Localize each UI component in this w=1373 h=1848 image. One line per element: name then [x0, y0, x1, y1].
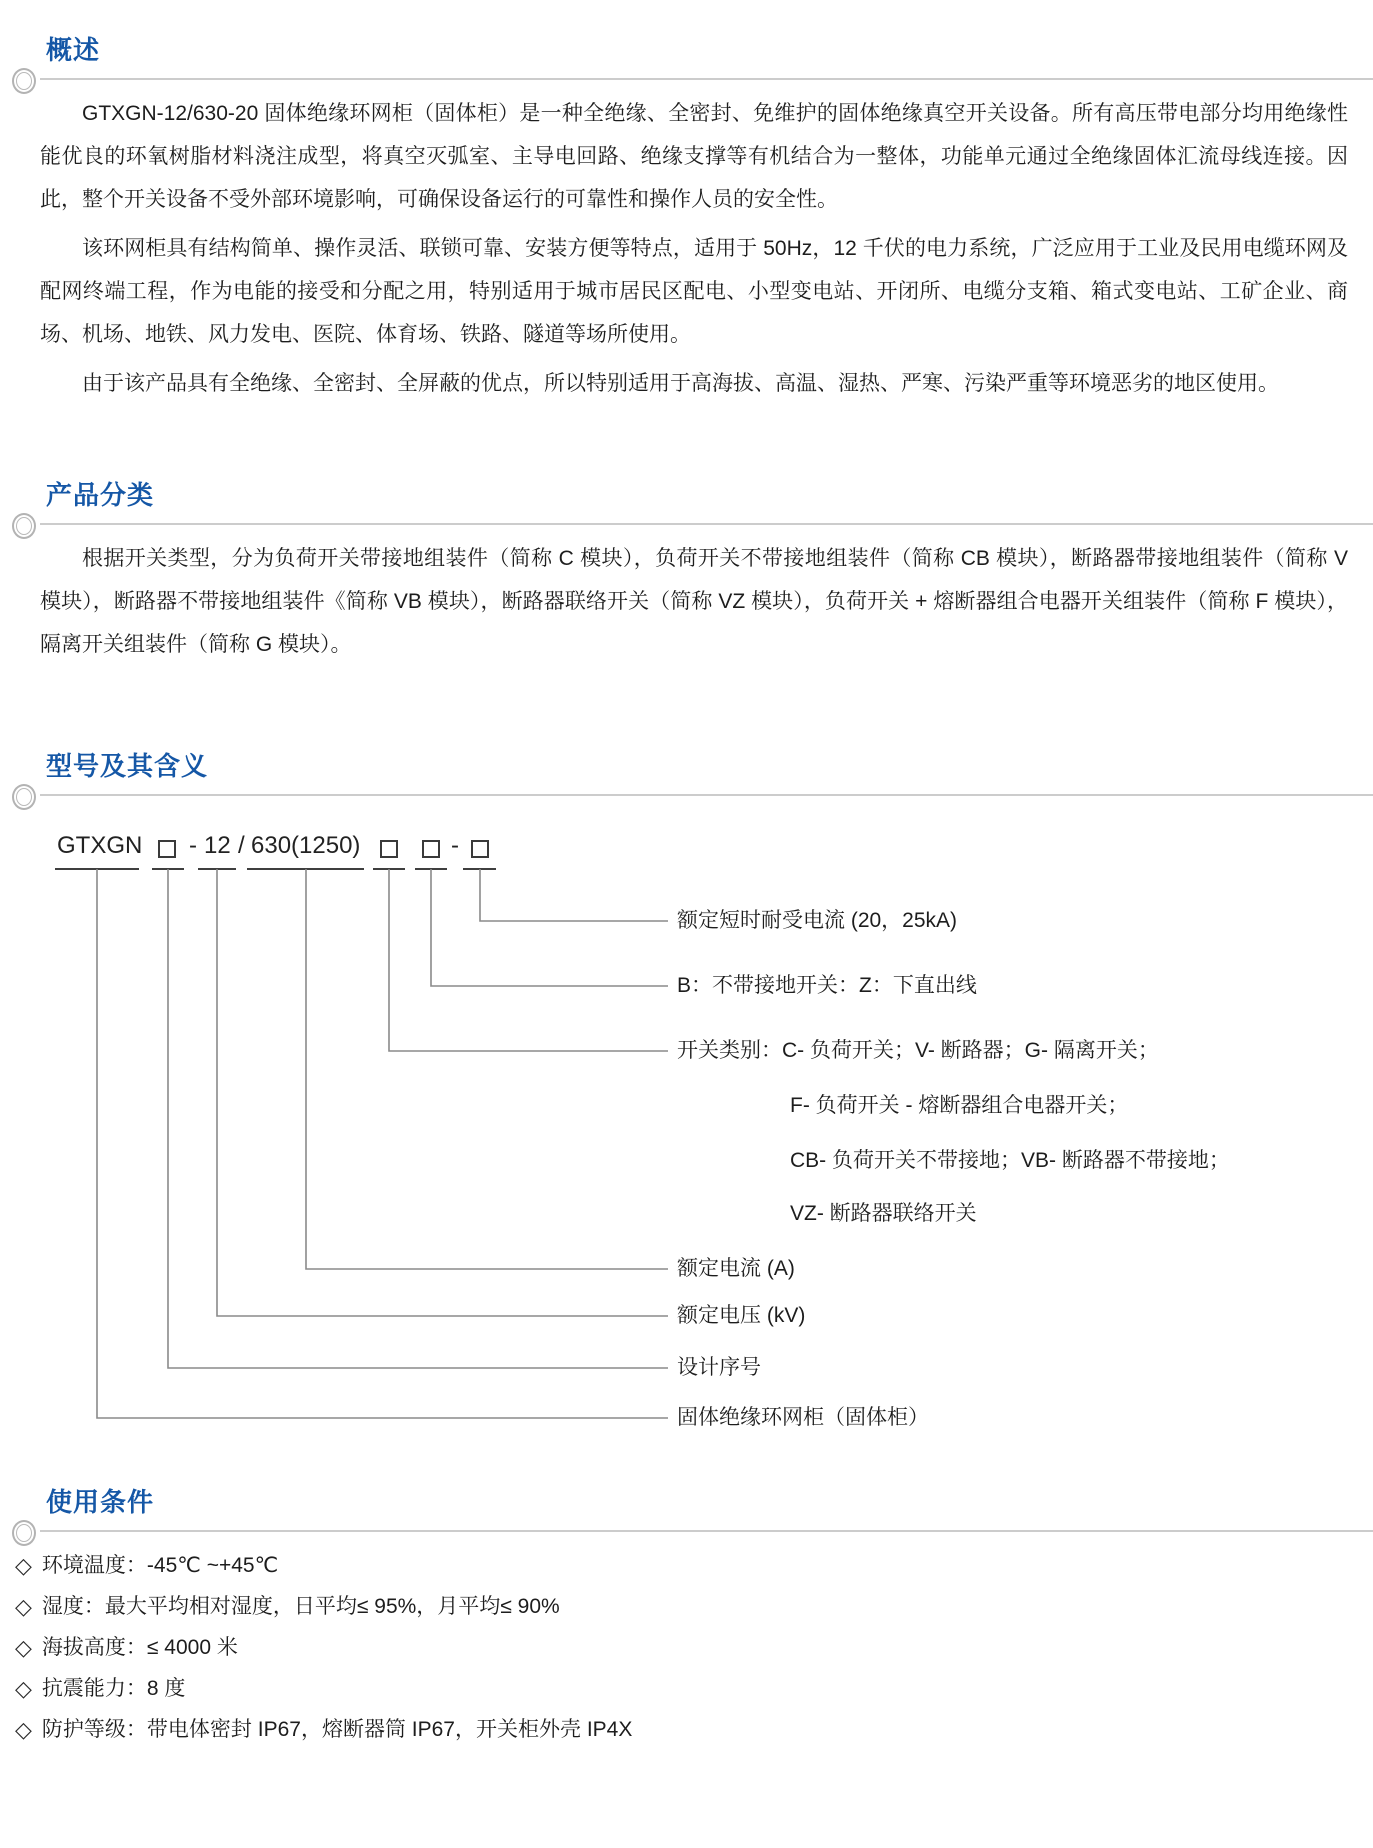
model-code-slash: /	[238, 832, 245, 859]
classification-paragraph: 根据开关类型，分为负荷开关带接地组装件（简称 C 模块），负荷开关不带接地组装件（简称 CB 模块），断路器带接地组装件（简称 V 模块），断路器不带接地组装件《简称 VB 模块），断路器联络开关（简称 VZ 模块），负荷开关 + 熔断器组合电器开关组装件（简称 F 模块），隔离开关组装件（简称 G 模块）。	[40, 547, 1348, 656]
section-header-classification	[0, 475, 1373, 525]
section-header-model	[0, 746, 1373, 796]
model-code-dash: -	[189, 832, 197, 859]
section-divider	[40, 794, 1373, 796]
condition-item-seismic	[15, 1675, 1348, 1703]
overview-paragraph: GTXGN-12/630-20 固体绝缘环网柜（固体柜）是一种全绝缘、全密封、免维护的固体绝缘真空开关设备。所有高压带电部分均用绝缘性能优良的环氧树脂材料浇注成型，将真空灭弧室、主导电回路、绝缘支撑等有机结合为一整体，功能单元通过全绝缘固体汇流母线连接。因此，整个开关设备不受外部环境影响，可确保设备运行的可靠性和操作人员的安全性。	[40, 102, 1348, 211]
overview-paragraph: 由于该产品具有全绝缘、全密封、全屏蔽的优点，所以特别适用于高海拔、高温、湿热、严寒、污染严重等环境恶劣的地区使用。	[82, 372, 1279, 395]
model-code-prefix: GTXGN	[57, 832, 143, 859]
model-code-voltage: 12	[204, 832, 231, 859]
model-label-switch-type-cb-vb: CB- 负荷开关不带接地；VB- 断路器不带接地；	[790, 1149, 1230, 1172]
section-title-model: 型号及其含义	[46, 751, 209, 781]
model-label-switch-type: 开关类别：C- 负荷开关；V- 断路器；G- 隔离开关；	[677, 1039, 1159, 1062]
section-header-overview	[0, 30, 1373, 80]
model-code-dash: -	[451, 832, 459, 859]
conditions-list	[0, 1532, 1373, 1744]
ring-icon	[12, 513, 36, 539]
diamond-bullet-icon: ◇	[15, 1594, 32, 1619]
section-title-overview: 概述	[46, 35, 101, 65]
condition-text: 海拔高度：≤ 4000 米	[41, 1636, 238, 1659]
diamond-bullet-icon: ◇	[15, 1676, 32, 1701]
diamond-bullet-icon: ◇	[15, 1717, 32, 1742]
ring-icon	[12, 1520, 36, 1546]
ring-icon	[12, 784, 36, 810]
model-placeholder-box	[422, 840, 440, 858]
section-divider	[40, 78, 1373, 80]
section-divider	[40, 1530, 1373, 1532]
condition-text: 湿度：最大平均相对湿度，日平均≤ 95%，月平均≤ 90%	[41, 1595, 560, 1618]
overview-paragraph: 该环网柜具有结构简单、操作灵活、联锁可靠、安装方便等特点，适用于 50Hz，12 千伏的电力系统，广泛应用于工业及民用电缆环网及配网终端工程，作为电能的接受和分配之用，特别适用于城市居民区配电、小型变电站、开闭所、电缆分支箱、箱式变电站、工矿企业、商场、机场、地铁、风力发电、医院、体育场、铁路、隧道等场所使用。	[40, 237, 1348, 346]
overview-body	[0, 92, 1373, 405]
condition-text: 防护等级：带电体密封 IP67，熔断器筒 IP67，开关柜外壳 IP4X	[41, 1718, 633, 1741]
model-placeholder-box	[380, 840, 398, 858]
section-title-conditions: 使用条件	[46, 1487, 155, 1517]
model-label-rated-current: 额定电流 (A)	[677, 1257, 795, 1280]
classification-body	[0, 537, 1373, 666]
ring-inner-icon	[16, 72, 32, 90]
model-label-product-name: 固体绝缘环网柜（固体柜）	[677, 1406, 929, 1429]
diamond-bullet-icon: ◇	[15, 1553, 32, 1578]
model-label-short-time-current: 额定短时耐受电流 (20，25kA)	[677, 909, 958, 932]
diamond-bullet-icon: ◇	[15, 1635, 32, 1660]
model-label-rated-voltage: 额定电压 (kV)	[677, 1304, 806, 1327]
condition-item-ip-rating	[15, 1716, 1348, 1744]
model-label-switch-type-vz: VZ- 断路器联络开关	[790, 1202, 977, 1225]
model-label-switch-type-f: F- 负荷开关 - 熔断器组合电器开关；	[790, 1094, 1129, 1117]
ring-inner-icon	[16, 788, 32, 806]
condition-item-humidity	[15, 1593, 1348, 1621]
model-placeholder-box	[471, 840, 489, 858]
model-label-design-number: 设计序号	[677, 1356, 761, 1379]
section-divider	[40, 523, 1373, 525]
ring-inner-icon	[16, 517, 32, 535]
condition-text: 环境温度：-45℃ ~+45℃	[41, 1554, 279, 1577]
model-label-earthing: B：不带接地开关：Z：下直出线	[677, 974, 977, 997]
ring-icon	[12, 68, 36, 94]
model-placeholder-box	[158, 840, 176, 858]
ring-inner-icon	[16, 1524, 32, 1542]
section-header-conditions	[0, 1482, 1373, 1532]
section-title-classification: 产品分类	[46, 480, 155, 510]
model-code-diagram	[0, 824, 1373, 1444]
condition-item-temperature	[15, 1552, 1348, 1580]
model-code-current: 630(1250)	[251, 832, 361, 859]
condition-item-altitude	[15, 1634, 1348, 1662]
condition-text: 抗震能力：8 度	[41, 1677, 186, 1700]
